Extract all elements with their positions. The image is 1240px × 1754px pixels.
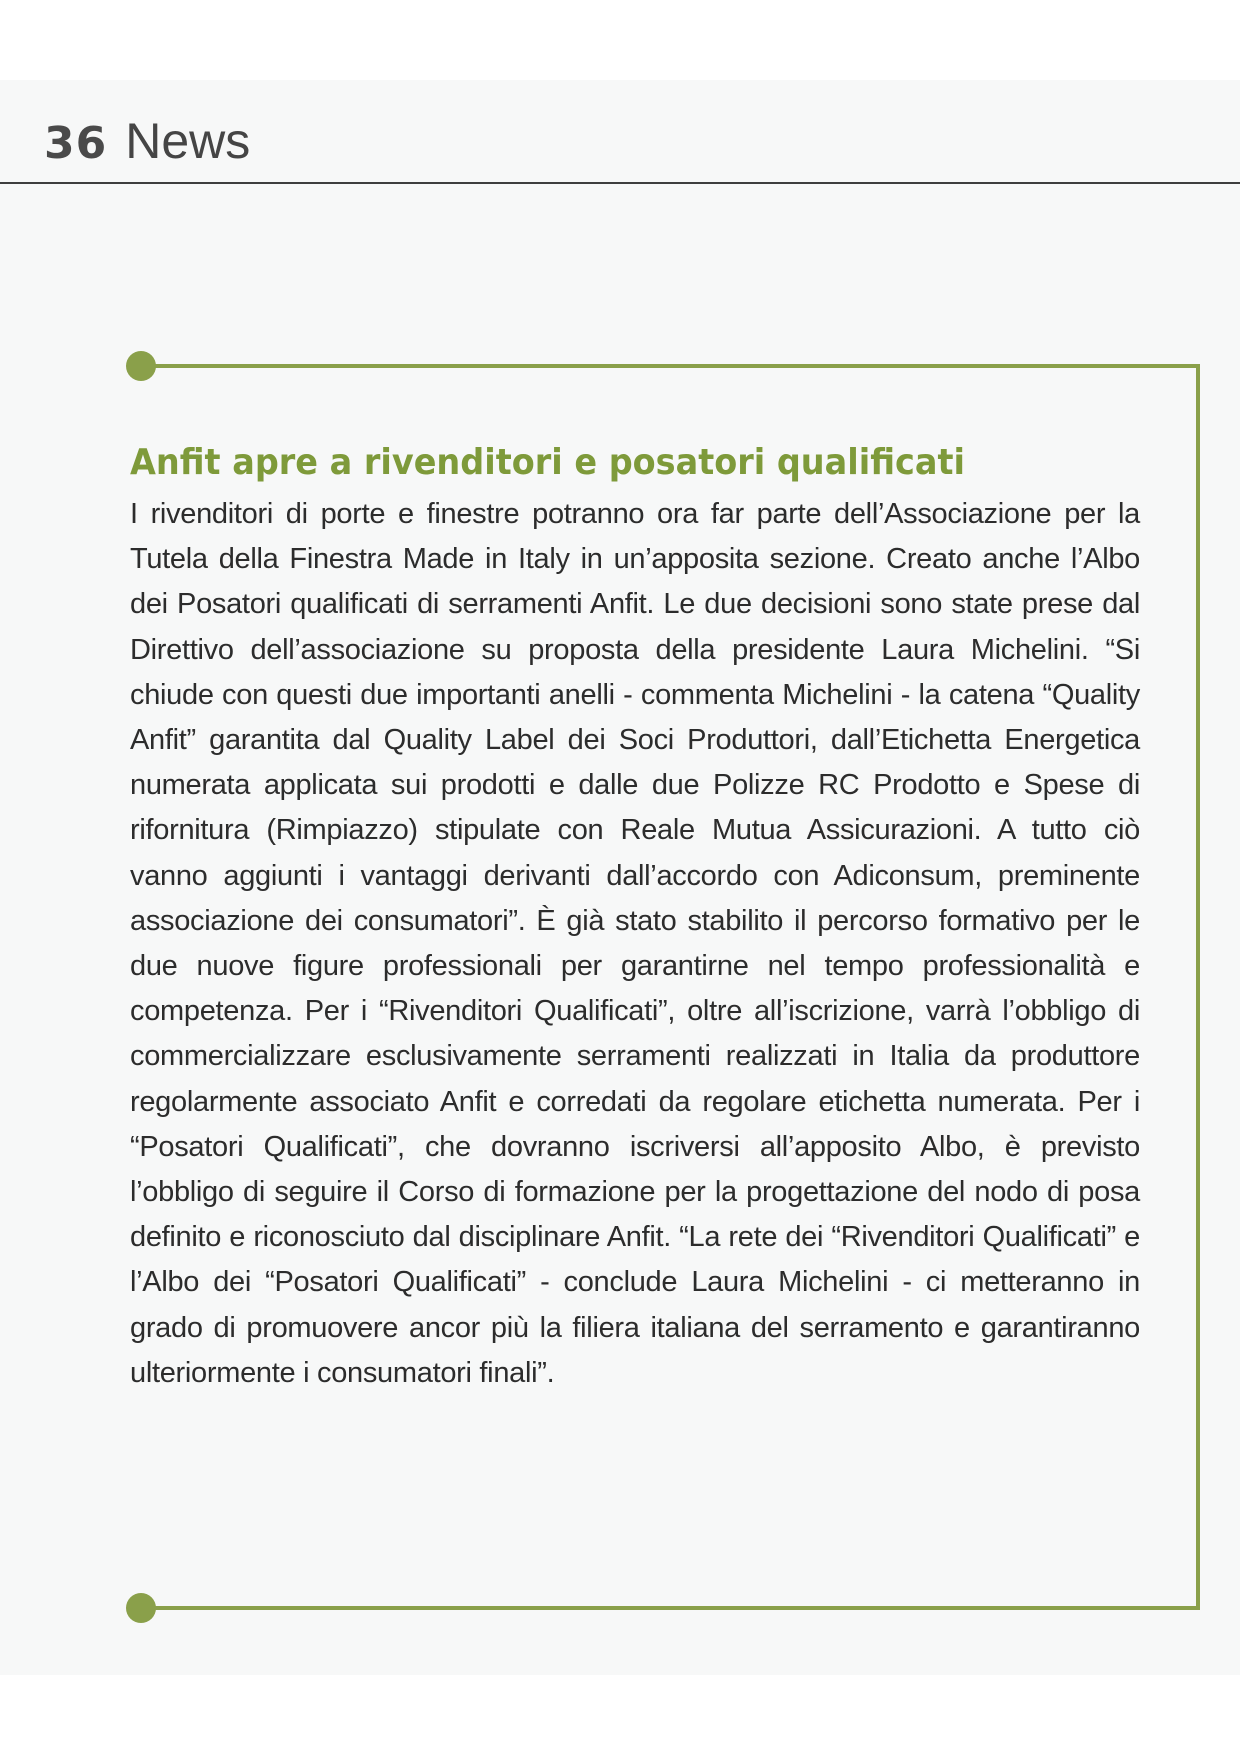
frame-bottom-dot [126, 1593, 156, 1623]
section-title: News [125, 113, 251, 169]
article-headline: Anfit apre a rivenditori e posatori qualificati [130, 442, 965, 483]
page-number: 36 [44, 118, 108, 169]
frame-top-dot [126, 351, 156, 381]
frame-top-rule [140, 364, 1200, 368]
article-body: I rivenditori di porte e finestre potranno ora far parte dell’Associazione per la Tutela della Finestra Made in Italy in un’apposita sezione. Creato anche l’Albo dei Posatori qualificati di serramenti Anfit. Le due decisioni sono state prese dal Direttivo dell’associazione su proposta della presidente Laura Michelini. “Si chiude con questi due importanti anelli - commenta Michelini - la catena “Quality Anfit” garantita dal Quality Label dei Soci Produttori, dall’Etichetta Energetica numerata applicata sui prodotti e dalle due Polizze RC Prodotto e Spese di rifornitura (Rimpiazzo) stipulate con Reale Mutua Assicurazioni. A tutto ciò vanno aggiunti i vantaggi derivanti dall’accordo con Adiconsum, preminente associazione dei consumatori”. È già stato stabilito il percorso formativo per le due nuove figure professionali per garantirne nel tempo professionalità e competenza. Per i “Rivenditori Qualificati”, oltre all’iscrizione, varrà l’obbligo di commercializzare esclusivamente serramenti realizzati in Italia da produttore regolarmente associato Anfit e corredati da regolare etichetta numerata. Per i “Posatori Qualificati”, che dovranno iscriversi all’apposito Albo, è previsto l’obbligo di seguire il Corso di formazione per la progettazione del nodo di posa definito e riconosciuto dal disciplinare Anfit. “La rete dei “Rivenditori Qualificati” e l’Albo dei “Posatori Qualificati” - conclude Laura Michelini - ci metteranno in grado di promuovere ancor più la filiera italiana del serramento e garantiranno ulteriormente i consumatori finali”. [130, 498, 1140, 1389]
header-rule [0, 182, 1240, 184]
news-article [130, 440, 1140, 1396]
frame-right-rule [1196, 364, 1200, 1610]
page-header [44, 112, 250, 182]
frame-bottom-rule [140, 1606, 1200, 1610]
